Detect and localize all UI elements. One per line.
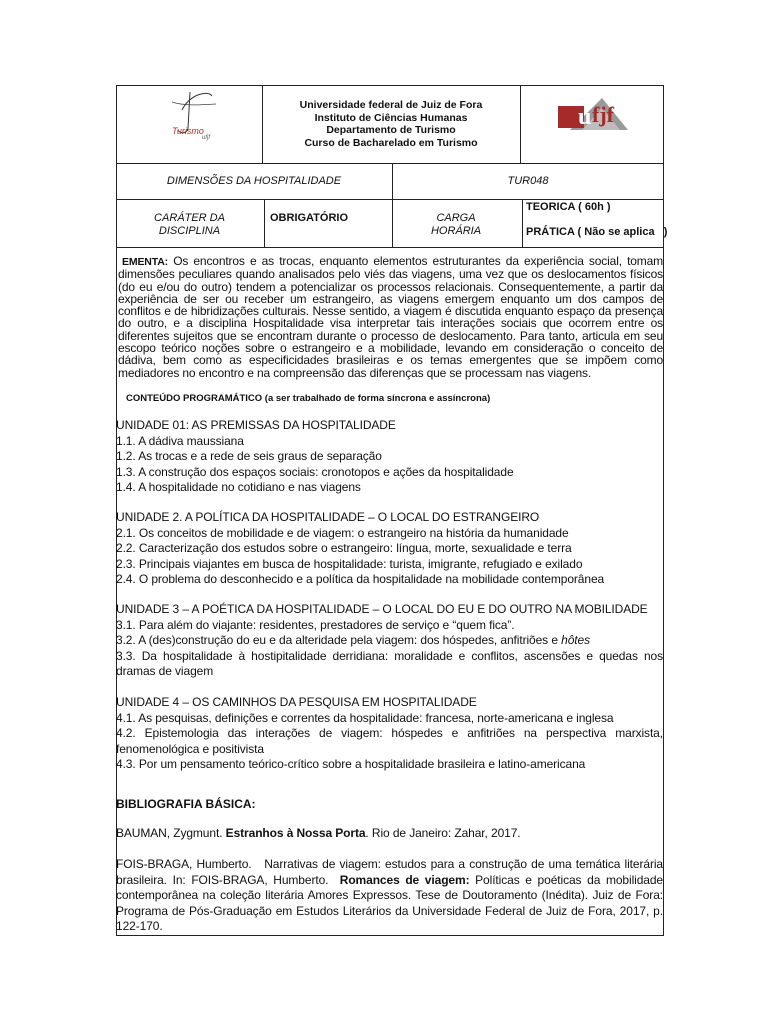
programa-title: CONTEÚDO PROGRAMÁTICO (a ser trabalhado de forma síncrona e assíncrona) [126, 393, 491, 404]
unidade-2 [116, 510, 663, 588]
turismo-logo [150, 88, 240, 154]
institution-block [262, 99, 520, 149]
carater-label [116, 212, 263, 238]
col-divider [522, 199, 523, 247]
svg-text:fjf: fjf [592, 102, 614, 127]
bibliografia-title: BIBLIOGRAFIA BÁSICA: [116, 797, 256, 811]
unidade-4 [116, 695, 663, 773]
unidade-2-title: UNIDADE 2. A POLÍTICA DA HOSPITALIDADE – O LOCAL DO ESTRANGEIRO [116, 510, 540, 524]
hotes-term: hôtes [561, 633, 590, 648]
turismo-logo-icon [150, 88, 240, 154]
ufjf-logo-icon [556, 94, 630, 134]
carater-label-line1: CARÁTER DA [154, 212, 225, 224]
university-name: Universidade federal de Juiz de Fora [299, 99, 483, 111]
col-divider [264, 199, 265, 247]
carga-label-line1: CARGA [436, 212, 476, 224]
carater-label-line2: DISCIPLINA [158, 225, 221, 237]
department-name: Departamento de Turismo [326, 124, 456, 136]
ementa-text: Os encontros e as trocas, enquanto elementos estruturantes da experiência social, tomam dimensões peculiares quando analisados pelo viés das viagens, uma vez que os deslocamentos físicos (do eu e/ou do outro) tendem a potencializar os processos relacionais. Consequentemente, a partir da experiência de ser ou receber um estrangeiro, as viagens emergem enquanto um dos campos de conflitos e de hibridizações culturais. Nesse sentido, a viagem é discutida enquanto espaço da presença do outro, e a disciplina Hospitalidade visa interpretar tais interações sociais que ocorrem entre os diferentes sujeitos que se encontram durante o processo de deslocamento. Para tanto, articula em seu escopo teórico noções sobre o estrangeiro e a mobilidade, levando em consideração o conceito de dádiva, bem como as especificidades brasileiras e os temas emergentes que se impõem como mediadores no encontro e na compreensão das diferenças que se processam nas viagens. [118, 254, 663, 380]
course-program: Curso de Bacharelado em Turismo [304, 136, 478, 149]
bib-ref-text: BAUMAN, Zygmunt. [116, 826, 226, 840]
bib-ref-book-title: Romances de viagem: [339, 872, 470, 887]
carga-label-line2: HORÁRIA [430, 225, 482, 237]
teorica-hours: TEORICA ( 60h ) [526, 201, 611, 213]
unidade-1-title: UNIDADE 01: AS PREMISSAS DA HOSPITALIDADE [116, 418, 396, 432]
list-item: 2.4. O problema do desconhecido e a política da hospitalidade na mobilidade contemporânea [116, 572, 605, 587]
list-item-text: 3.2. A (des)construção do eu e da alteridade pela viagem: dos hóspedes, anfitriões e [116, 633, 562, 648]
list-item: 1.2. As trocas e a rede de seis graus de separação [116, 449, 382, 464]
course-code: TUR048 [507, 175, 549, 187]
turismo-logo-subtext: ufjf [202, 135, 211, 141]
ementa-label: EMENTA: [122, 256, 169, 268]
list-item: 2.2. Caracterização dos estudos sobre o estrangeiro: língua, morte, sexualidade e terra [116, 541, 572, 556]
bib-ref-text: . Rio de Janeiro: Zahar, 2017. [365, 826, 521, 840]
list-item: 2.1. Os conceitos de mobilidade e de viagem: o estrangeiro na história da humanidade [116, 525, 569, 540]
list-item: 1.3. A construção dos espaços sociais: cronotopos e ações da hospitalidade [116, 464, 514, 479]
unidade-4-title: UNIDADE 4 – OS CAMINHOS DA PESQUISA EM HOSPITALIDADE [116, 695, 477, 709]
course-name: DIMENSÕES DA HOSPITALIDADE [166, 175, 342, 187]
list-item: 1.4. A hospitalidade no cotidiano e nas viagens [116, 480, 361, 495]
svg-text:u: u [578, 104, 592, 130]
list-item [116, 633, 663, 649]
bib-ref-text: Políticas e poéticas da mobilidade contemporânea na coleção literária Amores Expressos. Tese de Doutoramento (Inédita). Juiz de Fora: Programa de Pós-Graduação em Estudos Literários da Universidade Federal de Juiz de Fora, 2017, p. 122-170. [116, 872, 667, 934]
list-item: 4.3. Por um pensamento teórico-crítico sobre a hospitalidade brasileira e latino-americana [116, 757, 586, 772]
ufjf-logo [556, 94, 630, 134]
turismo-logo-text: Turismo [172, 126, 204, 136]
unidade-3-title: UNIDADE 3 – A POÉTICA DA HOSPITALIDADE – O LOCAL DO EU E DO OUTRO NA MOBILIDADE [116, 602, 648, 616]
row-divider [117, 163, 663, 164]
col-divider [520, 86, 521, 163]
list-item: 3.1. Para além do viajante: residentes, prestadores de serviço e “quem fica”. [116, 617, 515, 632]
list-item: 1.1. A dádiva maussiana [116, 433, 244, 448]
bib-ref-1 [116, 826, 663, 842]
institute-name: Instituto de Ciências Humanas [314, 111, 468, 124]
list-item: 4.2. Epistemologia das interações de viagem: hóspedes e anfitriões na perspectiva marxista, fenomenológica e positivista [116, 726, 663, 756]
bib-ref-book-title: Estranhos à Nossa Porta [225, 826, 366, 840]
ementa-paragraph [118, 255, 663, 379]
unidade-1 [116, 418, 663, 496]
unidade-3 [116, 602, 663, 680]
list-item: 2.3. Principais viajantes em busca de hospitalidade: turista, imigrante, refugiado e exilado [116, 556, 583, 571]
list-item: 3.3. Da hospitalidade à hostipitalidade derridiana: moralidade e conflitos, ascensões e quedas nos dramas de viagem [116, 648, 663, 679]
row-divider [117, 247, 663, 248]
carater-value: OBRIGATÓRIO [270, 212, 349, 224]
list-item: 4.1. As pesquisas, definições e correntes da hospitalidade: francesa, norte-americana e inglesa [116, 710, 614, 725]
pratica-hours: PRÁTICA ( Não se aplica ) [526, 226, 668, 238]
bib-ref-2 [116, 857, 667, 935]
row-divider [117, 199, 663, 200]
carga-label [392, 212, 520, 238]
bib-ref-text: FOIS-BRAGA, Humberto. Narrativas de viagem: estudos para a construção de uma temática literária brasileira. In: FOIS-BRAGA, Humberto. [116, 857, 667, 887]
